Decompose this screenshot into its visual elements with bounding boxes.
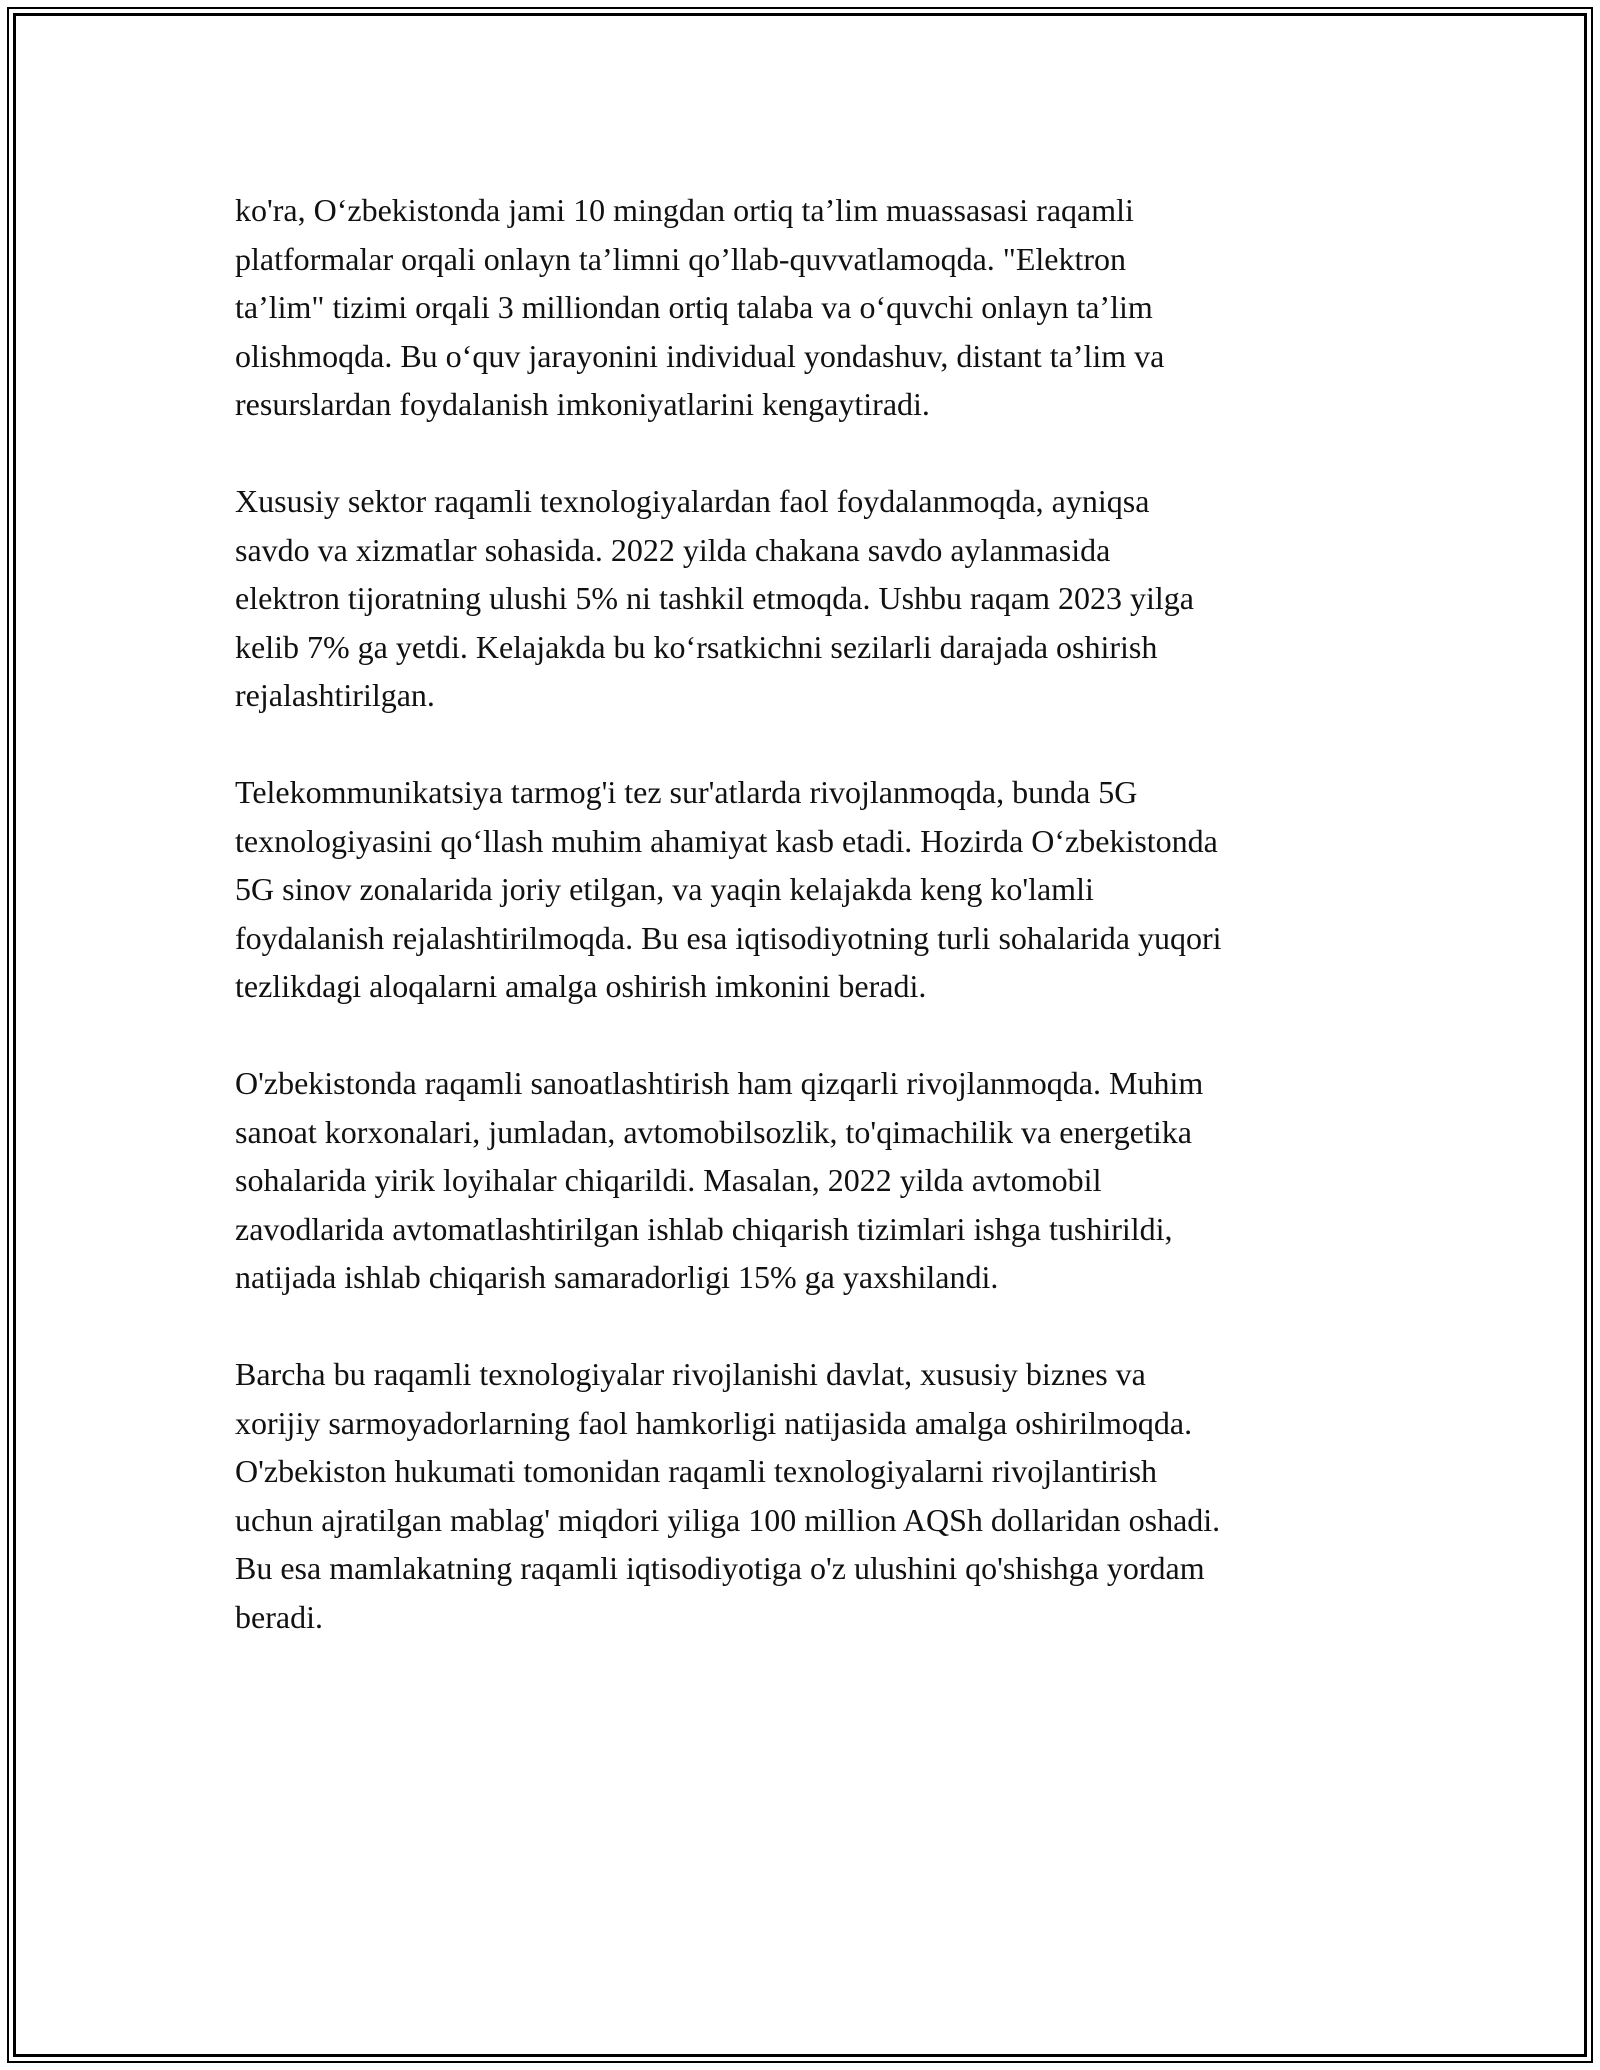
paragraph-industrialization <box>235 1059 1395 1302</box>
text-line: 5G sinov zonalarida joriy etilgan, va yaqin kelajakda keng ko'lamli <box>235 871 1094 907</box>
text-line: resurslardan foydalanish imkoniyatlarini kengaytiradi. <box>235 386 930 422</box>
text-line: kelib 7% ga yetdi. Kelajakda bu ko‘rsatkichni sezilarli darajada oshirish <box>235 628 1158 665</box>
text-line: Telekommunikatsiya tarmog'i tez sur'atlarda rivojlanmoqda, bunda 5G <box>235 774 1138 810</box>
paragraph-private-sector <box>235 477 1395 720</box>
text-line: O'zbekiston hukumati tomonidan raqamli texnologiyalarni rivojlantirish <box>235 1453 1158 1489</box>
text-line: Bu esa mamlakatning raqamli iqtisodiyotiga o'z ulushini qo'shishga yordam <box>235 1550 1205 1586</box>
text-line: elektron tijoratning ulushi 5% ni tashkil etmoqda. Ushbu raqam 2023 yilga <box>235 580 1194 616</box>
text-line: beradi. <box>235 1598 323 1635</box>
text-line: ta’lim" tizimi orqali 3 milliondan ortiq talaba va o‘quvchi onlayn ta’lim <box>235 289 1153 325</box>
text-line: xorijiy sarmoyadorlarning faol hamkorligi natijasida amalga oshirilmoqda. <box>235 1404 1193 1441</box>
text-line: zavodlarida avtomatlashtirilgan ishlab chiqarish tizimlari ishga tushirildi, <box>235 1210 1173 1247</box>
text-line: olishmoqda. Bu o‘quv jarayonini individual yondashuv, distant ta’lim va <box>235 337 1165 374</box>
text-line: rejalashtirilgan. <box>235 677 435 713</box>
text-line: sohalarida yirik loyihalar chiqarildi. Masalan, 2022 yilda avtomobil <box>235 1162 1102 1198</box>
text-line: Xususiy sektor raqamli texnologiyalardan faol foydalanmoqda, ayniqsa <box>235 483 1150 519</box>
text-line: Barcha bu raqamli texnologiyalar rivojlanishi davlat, xususiy biznes va <box>235 1356 1146 1392</box>
text-line: tezlikdagi aloqalarni amalga oshirish imkonini beradi. <box>235 968 927 1004</box>
text-line: texnologiyasini qo‘llash muhim ahamiyat kasb etadi. Hozirda O‘zbekistonda <box>235 822 1218 859</box>
text-line: platformalar orqali onlayn ta’limni qo’llab-quvvatlamoqda. "Elektron <box>235 240 1127 277</box>
text-line: uchun ajratilgan mablag' miqdori yiliga 100 million AQSh dollaridan oshadi. <box>235 1501 1221 1538</box>
paragraph-digital-education <box>235 186 1395 429</box>
text-line: sanoat korxonalari, jumladan, avtomobilsozlik, to'qimachilik va energetika <box>235 1113 1192 1150</box>
paragraph-telecommunications <box>235 768 1395 1011</box>
text-line: natijada ishlab chiqarish samaradorligi 15% ga yaxshilandi. <box>235 1259 999 1295</box>
text-line: foydalanish rejalashtirilmoqda. Bu esa iqtisodiyotning turli sohalarida yuqori <box>235 919 1222 956</box>
document-body <box>235 186 1395 1690</box>
text-line: savdo va xizmatlar sohasida. 2022 yilda chakana savdo aylanmasida <box>235 531 1111 568</box>
paragraph-cooperation <box>235 1350 1395 1641</box>
text-line: ko'ra, O‘zbekistonda jami 10 mingdan ortiq ta’lim muassasasi raqamli <box>235 192 1134 228</box>
text-line: O'zbekistonda raqamli sanoatlashtirish ham qizqarli rivojlanmoqda. Muhim <box>235 1065 1204 1101</box>
